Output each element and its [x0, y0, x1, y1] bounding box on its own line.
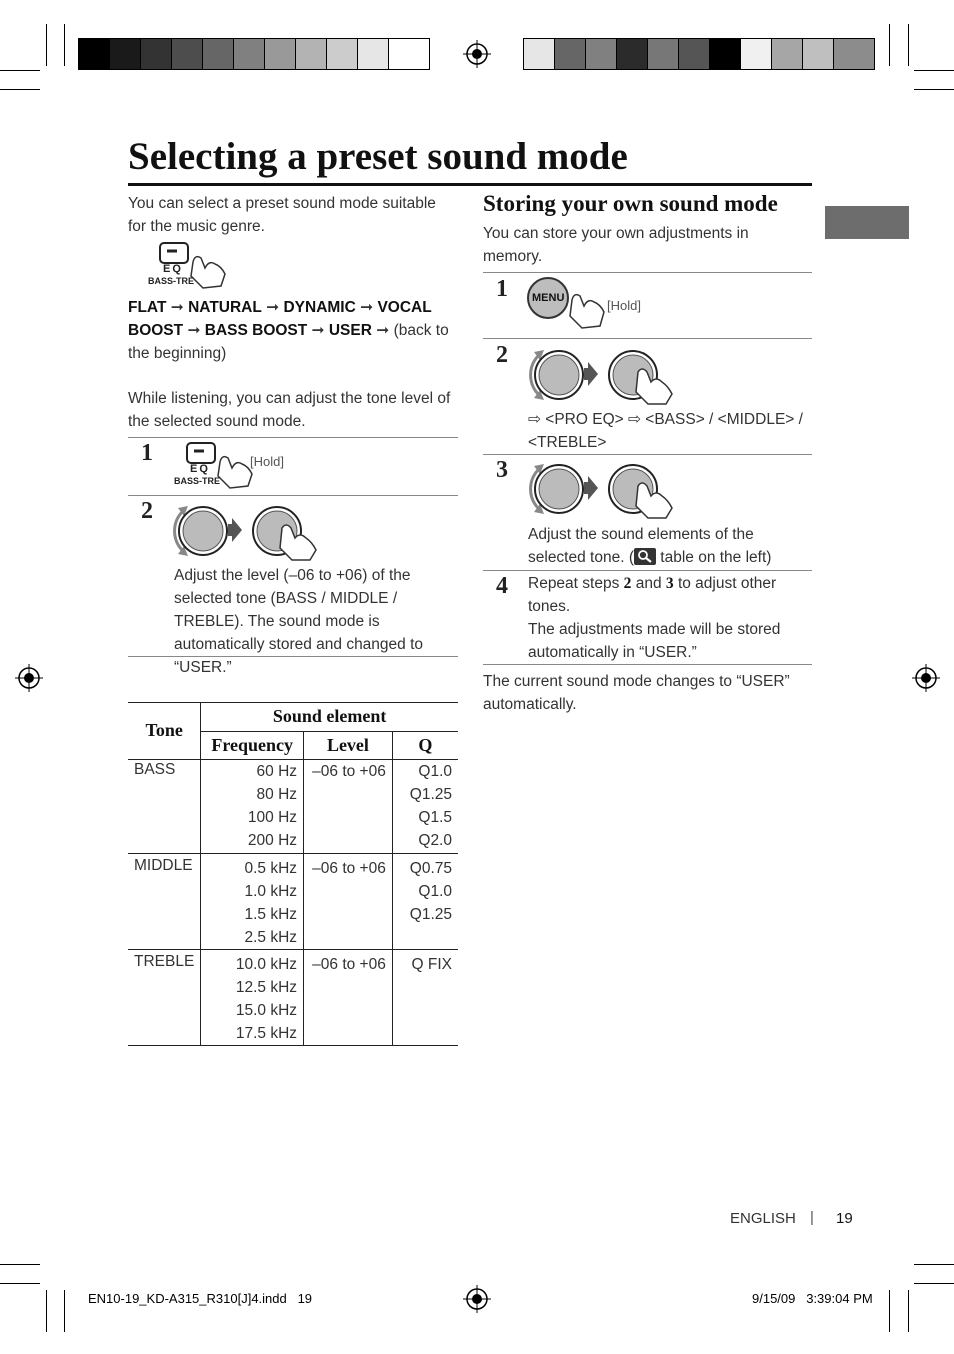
step-4-line-2: The adjustments made will be stored automatically in “USER.”: [528, 621, 781, 661]
q-cell: [392, 949, 458, 1045]
footer-timestamp: 9/15/09 3:39:04 PM: [752, 1291, 873, 1306]
crop-mark: [46, 24, 47, 66]
mode-user: USER: [328, 322, 372, 339]
crop-mark: [0, 70, 40, 71]
mode-flat: FLAT: [128, 299, 167, 316]
text-segment: to adjust other tones.: [528, 575, 777, 615]
step-number: 3: [496, 457, 508, 483]
q-value: Q0.75: [409, 859, 452, 877]
footer-separator: |: [810, 1209, 814, 1226]
frequency-value: 60 Hz: [256, 762, 298, 780]
color-swatch: [710, 39, 741, 69]
eq-button-sublabel: BASS-TRE: [148, 276, 195, 286]
divider: [483, 570, 812, 571]
control-dial-turn-push-icon: [170, 500, 330, 562]
q-value: Q FIX: [411, 955, 452, 973]
color-swatch: [834, 39, 874, 69]
color-swatch: [172, 39, 203, 69]
crop-mark: [64, 24, 65, 66]
step-number: 1: [141, 440, 153, 466]
right-intro: You can store your own adjustments in memory.: [483, 225, 749, 265]
color-swatch: [327, 39, 358, 69]
crop-mark: [0, 1264, 40, 1265]
color-swatch: [141, 39, 172, 69]
eq-button-label: EQ: [190, 463, 210, 475]
control-dial-turn-push-icon: [526, 344, 686, 406]
tone-cell: TREBLE: [128, 949, 201, 1045]
frequency-value: 200 Hz: [247, 831, 298, 849]
q-value: Q1.25: [409, 785, 452, 803]
q-cell: [392, 853, 458, 949]
eq-button-sublabel: BASS-TRE: [174, 476, 221, 486]
level-cell: –06 to +06: [304, 949, 393, 1045]
divider: [483, 664, 812, 665]
q-value: Q1.0: [418, 882, 452, 900]
color-swatch: [265, 39, 296, 69]
sequence-tail: (back to the beginning): [128, 322, 449, 362]
tone-intro: While listening, you can adjust the tone level of the selected sound mode.: [128, 390, 451, 430]
crop-mark: [0, 1283, 40, 1284]
arrow-right-icon: ➞: [360, 299, 374, 316]
frequency-value: 0.5 kHz: [244, 859, 298, 877]
registration-mark-icon: [463, 1285, 491, 1313]
hold-label: [Hold]: [250, 454, 284, 469]
divider: [483, 338, 812, 339]
color-swatch: [741, 39, 772, 69]
color-swatch: [79, 39, 110, 69]
page-number: 19: [836, 1210, 853, 1227]
color-calibration-bar-left: [78, 38, 430, 70]
frequency-value: 80 Hz: [256, 785, 298, 803]
color-swatch: [358, 39, 389, 69]
tone-cell: MIDDLE: [128, 853, 201, 949]
color-swatch: [389, 39, 429, 69]
language-side-tab: [825, 206, 909, 239]
color-swatch: [803, 39, 834, 69]
arrow-right-icon: ➞: [170, 299, 184, 316]
q-cell: [392, 759, 458, 853]
step-number: 4: [496, 573, 508, 599]
q-value: Q1.25: [409, 905, 452, 923]
menu-button-label: MENU: [532, 292, 565, 304]
crop-mark: [0, 89, 40, 90]
step-number: 2: [496, 342, 508, 368]
page-title: Selecting a preset sound mode: [128, 135, 628, 178]
registration-mark-icon: [463, 40, 491, 68]
menu-path: ⇨ <PRO EQ> ⇨ <BASS> / <MIDDLE> / <TREBLE>: [528, 411, 803, 451]
title-rule: [128, 183, 812, 186]
color-swatch: [524, 39, 555, 69]
frequency-value: 17.5 kHz: [235, 1024, 298, 1042]
table-row: [128, 853, 458, 949]
frequency-value: 15.0 kHz: [235, 1001, 298, 1019]
frequency-value: 100 Hz: [247, 808, 298, 826]
step-number: 2: [141, 498, 153, 524]
level-cell: –06 to +06: [304, 759, 393, 853]
crop-mark: [914, 89, 954, 90]
frequency-value: 1.5 kHz: [244, 905, 298, 923]
q-value: Q2.0: [418, 831, 452, 849]
color-swatch: [617, 39, 648, 69]
step-3-text-b: table on the left): [655, 549, 772, 566]
arrow-right-icon: ➞: [266, 299, 280, 316]
step-2-text: Adjust the level (–06 to +06) of the selected tone (BASS / MIDDLE / TREBLE). The sound mode is automatically stored and changed to “USER.”: [174, 567, 424, 676]
footer-file-name: EN10-19_KD-A315_R310[J]4.indd 19: [88, 1291, 313, 1306]
step-ref: 3: [665, 575, 674, 592]
frequency-cell: [201, 949, 304, 1045]
section-heading: Storing your own sound mode: [483, 191, 778, 216]
divider: [483, 272, 812, 273]
registration-mark-icon: [912, 664, 940, 692]
arrow-right-icon: ➞: [376, 322, 390, 339]
sound-mode-sequence: [128, 296, 458, 365]
crop-mark: [914, 1264, 954, 1265]
eq-button-label: EQ: [163, 263, 183, 275]
color-calibration-bar-right: [523, 38, 875, 70]
step-3-text: [528, 523, 798, 569]
color-swatch: [772, 39, 803, 69]
divider: [128, 495, 458, 496]
color-swatch: [296, 39, 327, 69]
mode-vocal-boost: VOCAL BOOST: [128, 299, 432, 339]
step-4-text: [528, 572, 812, 664]
crop-mark: [914, 70, 954, 71]
crop-mark: [889, 24, 890, 66]
crop-mark: [908, 24, 909, 66]
crop-mark: [908, 1290, 909, 1332]
q-value: Q1.0: [418, 762, 452, 780]
registration-mark-icon: [15, 664, 43, 692]
color-swatch: [586, 39, 617, 69]
frequency-value: 1.0 kHz: [244, 882, 298, 900]
header-q: Q: [392, 731, 458, 759]
arrow-right-icon: ➞: [187, 322, 201, 339]
right-outro: The current sound mode changes to “USER” automatically.: [483, 673, 790, 713]
header-sound-element: Sound element: [201, 703, 458, 731]
tone-table: [128, 702, 458, 1046]
crop-mark: [889, 1290, 890, 1332]
menu-button-press-icon: [526, 276, 610, 332]
frequency-value: 12.5 kHz: [235, 978, 298, 996]
text-segment: and: [631, 575, 666, 592]
divider: [483, 454, 812, 455]
left-intro: You can select a preset sound mode suitable for the music genre.: [128, 195, 436, 235]
color-swatch: [555, 39, 586, 69]
arrow-right-icon: ➞: [311, 322, 325, 339]
frequency-cell: [201, 759, 304, 853]
step-number: 1: [496, 276, 508, 302]
color-swatch: [679, 39, 710, 69]
table-row: [128, 949, 458, 1045]
tone-cell: BASS: [128, 759, 201, 853]
q-value: Q1.5: [418, 808, 452, 826]
divider: [128, 656, 458, 657]
divider: [128, 437, 458, 438]
header-level: Level: [304, 731, 393, 759]
hold-label: [Hold]: [607, 298, 641, 313]
step-4-line-1: [528, 572, 812, 618]
crop-mark: [914, 1283, 954, 1284]
mode-bass-boost: BASS BOOST: [204, 322, 308, 339]
control-dial-turn-push-icon: [526, 458, 686, 520]
header-tone: Tone: [128, 703, 201, 759]
frequency-value: 2.5 kHz: [244, 928, 298, 946]
mode-dynamic: DYNAMIC: [283, 299, 356, 316]
frequency-cell: [201, 853, 304, 949]
magnifier-reference-icon: [634, 548, 656, 565]
footer-language: ENGLISH: [730, 1210, 796, 1227]
crop-mark: [46, 1290, 47, 1332]
frequency-value: 10.0 kHz: [235, 955, 298, 973]
mode-natural: NATURAL: [188, 299, 262, 316]
step-ref: 2: [623, 575, 632, 592]
text-segment: Repeat steps: [528, 575, 624, 592]
color-swatch: [234, 39, 265, 69]
header-frequency: Frequency: [201, 731, 304, 759]
color-swatch: [110, 39, 141, 69]
crop-mark: [64, 1290, 65, 1332]
color-swatch: [203, 39, 234, 69]
table-row: [128, 759, 458, 853]
level-cell: –06 to +06: [304, 853, 393, 949]
step-3-text-a: Adjust the sound elements of the selected tone. (: [528, 526, 754, 566]
color-swatch: [648, 39, 679, 69]
